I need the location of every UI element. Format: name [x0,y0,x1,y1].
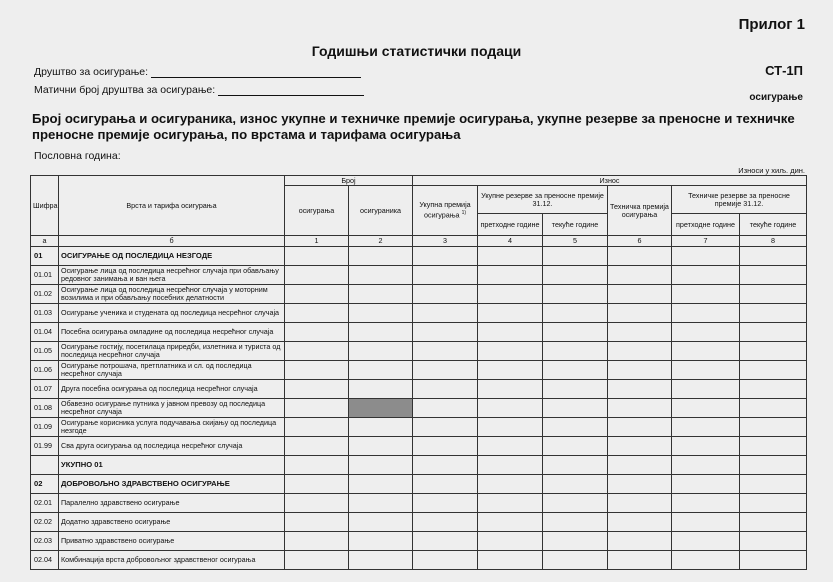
col-number: б [59,236,285,247]
value-cell[interactable] [349,494,413,513]
value-cell[interactable] [608,399,672,418]
value-cell[interactable] [543,532,608,551]
table-row [31,437,807,456]
value-cell[interactable] [349,342,413,361]
value-cell[interactable] [608,380,672,399]
value-cell[interactable] [349,247,413,266]
row-code [31,456,59,475]
col-number: а [31,236,59,247]
row-code: 01.01 [31,266,59,285]
value-cell[interactable] [413,342,478,361]
value-cell[interactable] [543,551,608,570]
value-cell[interactable] [543,266,608,285]
value-cell[interactable] [608,475,672,494]
row-code: 02.03 [31,532,59,551]
col-number: 1 [285,236,349,247]
value-cell[interactable] [413,513,478,532]
table-row [31,494,807,513]
report-heading: Број осигурања и осигураника, износ укупне и техничке премије осигурања, укупне резерве за преносне и техничке преносне премије осигурања, по врстама и тарифама осигурања [32,111,795,142]
col-curr-year-2-header: текуће године [740,214,807,236]
row-name: Приватно здравствено осигурање [59,532,285,551]
value-cell[interactable] [478,437,543,456]
value-cell[interactable] [413,361,478,380]
value-cell[interactable] [285,513,349,532]
value-cell[interactable] [285,247,349,266]
row-code: 01.02 [31,285,59,304]
row-code: 01.08 [31,399,59,418]
col-code-header: Шифра [31,176,59,236]
value-cell[interactable] [285,342,349,361]
reg-number-input-line[interactable] [218,84,364,96]
value-cell[interactable] [740,437,807,456]
value-cell[interactable] [413,418,478,437]
col-number: 4 [478,236,543,247]
row-name: Осигурање потрошача, претплатника и сл. од последица несрећног случаја [59,361,285,380]
company-input-line[interactable] [151,66,361,78]
value-cell[interactable] [672,437,740,456]
column-number-row [31,236,807,247]
value-cell[interactable] [740,266,807,285]
value-cell[interactable] [672,532,740,551]
value-cell[interactable] [672,418,740,437]
table-row [31,418,807,437]
table-row [31,551,807,570]
table-row [31,323,807,342]
value-cell[interactable] [285,380,349,399]
row-name: УКУПНО 01 [59,456,285,475]
value-cell[interactable] [413,323,478,342]
unit-label: осигурање [749,92,803,103]
value-cell[interactable] [543,361,608,380]
value-cell[interactable] [608,494,672,513]
value-cell[interactable] [478,494,543,513]
value-cell[interactable] [543,513,608,532]
value-cell[interactable] [285,418,349,437]
value-cell[interactable] [285,399,349,418]
row-name: Осигурање лица од последица несрећног случаја при обављању редовног занимања и ван њега [59,266,285,285]
value-cell[interactable] [413,380,478,399]
value-cell[interactable] [608,323,672,342]
value-cell[interactable] [285,285,349,304]
value-cell[interactable] [543,285,608,304]
shaded-cell [349,399,413,418]
value-cell[interactable] [608,532,672,551]
table-row [31,266,807,285]
value-cell[interactable] [285,456,349,475]
value-cell[interactable] [672,456,740,475]
col-number: 8 [740,236,807,247]
value-cell[interactable] [478,532,543,551]
amounts-note: Износи у хиљ. дин. [738,166,805,175]
col-prev-year-header: претходне године [478,214,543,236]
value-cell[interactable] [672,551,740,570]
row-name: Обавезно осигурање путника у јавном превозу од последица несрећног случаја [59,399,285,418]
group-tech-reserves-header: Техничке резерве за преносне премије 31.12. [672,186,807,214]
statistics-table [30,175,807,570]
reg-number-field [34,84,364,96]
value-cell[interactable] [543,399,608,418]
table-row [31,285,807,304]
value-cell[interactable] [740,399,807,418]
value-cell[interactable] [672,285,740,304]
value-cell[interactable] [478,399,543,418]
row-code: 02 [31,475,59,494]
value-cell[interactable] [672,304,740,323]
value-cell[interactable] [608,266,672,285]
row-code: 01.03 [31,304,59,323]
value-cell[interactable] [478,323,543,342]
row-code: 01 [31,247,59,266]
value-cell[interactable] [543,342,608,361]
value-cell[interactable] [478,247,543,266]
value-cell[interactable] [608,513,672,532]
row-name: Комбинација врста добровољног здравственог осигурања [59,551,285,570]
col-number: 6 [608,236,672,247]
value-cell[interactable] [543,494,608,513]
value-cell[interactable] [285,323,349,342]
value-cell[interactable] [740,285,807,304]
table-row [31,532,807,551]
value-cell[interactable] [349,323,413,342]
value-cell[interactable] [543,418,608,437]
value-cell[interactable] [608,285,672,304]
value-cell[interactable] [478,361,543,380]
value-cell[interactable] [349,513,413,532]
row-code: 02.04 [31,551,59,570]
col-prev-year-2-header: претходне године [672,214,740,236]
value-cell[interactable] [478,285,543,304]
row-name: Паралелно здравствено осигурање [59,494,285,513]
row-code: 01.99 [31,437,59,456]
value-cell[interactable] [740,304,807,323]
value-cell[interactable] [672,266,740,285]
value-cell[interactable] [672,380,740,399]
reg-number-label: Матични број друштва за осигурање: [34,84,216,96]
value-cell[interactable] [413,532,478,551]
value-cell[interactable] [740,551,807,570]
value-cell[interactable] [672,475,740,494]
col-number: 5 [543,236,608,247]
value-cell[interactable] [740,323,807,342]
company-label: Друштво за осигурање: [34,66,148,78]
value-cell[interactable] [413,494,478,513]
row-name: Сва друга осигурања од последица несрећног случаја [59,437,285,456]
col-number: 3 [413,236,478,247]
row-name: Посебна осигурања омладине од последица несрећног случаја [59,323,285,342]
col-policies-header: осигурања [285,186,349,236]
value-cell[interactable] [413,247,478,266]
value-cell[interactable] [543,247,608,266]
value-cell[interactable] [543,456,608,475]
value-cell[interactable] [349,380,413,399]
row-name: Осигурање корисника услуга подучавања скијању од последица незгоде [59,418,285,437]
table-row [31,380,807,399]
value-cell[interactable] [543,323,608,342]
value-cell[interactable] [672,323,740,342]
value-cell[interactable] [413,304,478,323]
table-row [31,342,807,361]
value-cell[interactable] [349,551,413,570]
value-cell[interactable] [478,475,543,494]
value-cell[interactable] [285,494,349,513]
row-code: 02.01 [31,494,59,513]
value-cell[interactable] [608,342,672,361]
col-number: 2 [349,236,413,247]
value-cell[interactable] [413,456,478,475]
value-cell[interactable] [478,418,543,437]
value-cell[interactable] [413,475,478,494]
value-cell[interactable] [413,285,478,304]
group-total-reserves-header: Укупне резерве за преносне премије 31.12. [478,186,608,214]
group-amount-header: Износ [413,176,807,186]
value-cell[interactable] [740,361,807,380]
value-cell[interactable] [672,361,740,380]
value-cell[interactable] [478,342,543,361]
value-cell[interactable] [285,437,349,456]
value-cell[interactable] [413,399,478,418]
value-cell[interactable] [285,266,349,285]
value-cell[interactable] [349,418,413,437]
value-cell[interactable] [740,494,807,513]
table-row [31,513,807,532]
value-cell[interactable] [740,342,807,361]
row-name: ДОБРОВОЉНО ЗДРАВСТВЕНО ОСИГУРАЊЕ [59,475,285,494]
value-cell[interactable] [349,304,413,323]
value-cell[interactable] [672,247,740,266]
value-cell[interactable] [740,418,807,437]
col-tech-premium-header: Техничка премија осигурања [608,186,672,236]
form-code: СТ-1П [765,63,803,78]
page-title: Годишњи статистички подаци [311,43,522,59]
row-name: Друга посебна осигурања од последица несрећног случаја [59,380,285,399]
value-cell[interactable] [349,361,413,380]
value-cell[interactable] [608,437,672,456]
col-number: 7 [672,236,740,247]
value-cell[interactable] [608,361,672,380]
value-cell[interactable] [413,437,478,456]
value-cell[interactable] [543,304,608,323]
value-cell[interactable] [349,532,413,551]
value-cell[interactable] [608,456,672,475]
company-field [34,66,361,78]
value-cell[interactable] [349,285,413,304]
value-cell[interactable] [543,380,608,399]
col-insured-header: осигураника [349,186,413,236]
value-cell[interactable] [349,437,413,456]
table-row [31,247,807,266]
annex-label: Прилог 1 [738,16,805,33]
value-cell[interactable] [285,361,349,380]
col-type-header: Врста и тарифа осигурања [59,176,285,236]
row-name: Осигурање лица од последица несрећног случаја у моторним возилима и при обављању посебних делатности [59,285,285,304]
col-curr-year-header: текуће године [543,214,608,236]
row-code: 01.04 [31,323,59,342]
value-cell[interactable] [478,551,543,570]
row-name: ОСИГУРАЊЕ ОД ПОСЛЕДИЦА НЕЗГОДЕ [59,247,285,266]
value-cell[interactable] [543,437,608,456]
group-count-header: Број [285,176,413,186]
value-cell[interactable] [608,304,672,323]
value-cell[interactable] [740,475,807,494]
value-cell[interactable] [478,456,543,475]
value-cell[interactable] [349,475,413,494]
business-year-label: Пословна година: [34,150,121,162]
value-cell[interactable] [285,532,349,551]
table-row [31,456,807,475]
value-cell[interactable] [672,399,740,418]
value-cell[interactable] [543,475,608,494]
value-cell[interactable] [413,266,478,285]
value-cell[interactable] [740,532,807,551]
row-code: 01.09 [31,418,59,437]
value-cell[interactable] [672,494,740,513]
value-cell[interactable] [740,380,807,399]
row-code: 01.06 [31,361,59,380]
value-cell[interactable] [413,551,478,570]
col-total-premium-header: Укупна премија осигурања $^{1)}$ [413,186,478,236]
table-row [31,475,807,494]
row-code: 02.02 [31,513,59,532]
value-cell[interactable] [478,380,543,399]
row-name: Додатно здравствено осигурање [59,513,285,532]
row-name: Осигурање гостију, посетилаца приредби, излетника и туриста од последица несрећног случаја [59,342,285,361]
table-row [31,361,807,380]
table-row [31,399,807,418]
value-cell[interactable] [608,551,672,570]
value-cell[interactable] [478,513,543,532]
row-code: 01.07 [31,380,59,399]
value-cell[interactable] [349,456,413,475]
table-row [31,304,807,323]
value-cell[interactable] [672,513,740,532]
value-cell[interactable] [478,266,543,285]
row-name: Осигурање ученика и студената од последица несрећног случаја [59,304,285,323]
value-cell[interactable] [285,304,349,323]
value-cell[interactable] [608,247,672,266]
value-cell[interactable] [740,513,807,532]
value-cell[interactable] [740,456,807,475]
value-cell[interactable] [349,266,413,285]
value-cell[interactable] [608,418,672,437]
value-cell[interactable] [672,342,740,361]
row-code: 01.05 [31,342,59,361]
value-cell[interactable] [740,247,807,266]
value-cell[interactable] [285,475,349,494]
value-cell[interactable] [285,551,349,570]
value-cell[interactable] [478,304,543,323]
